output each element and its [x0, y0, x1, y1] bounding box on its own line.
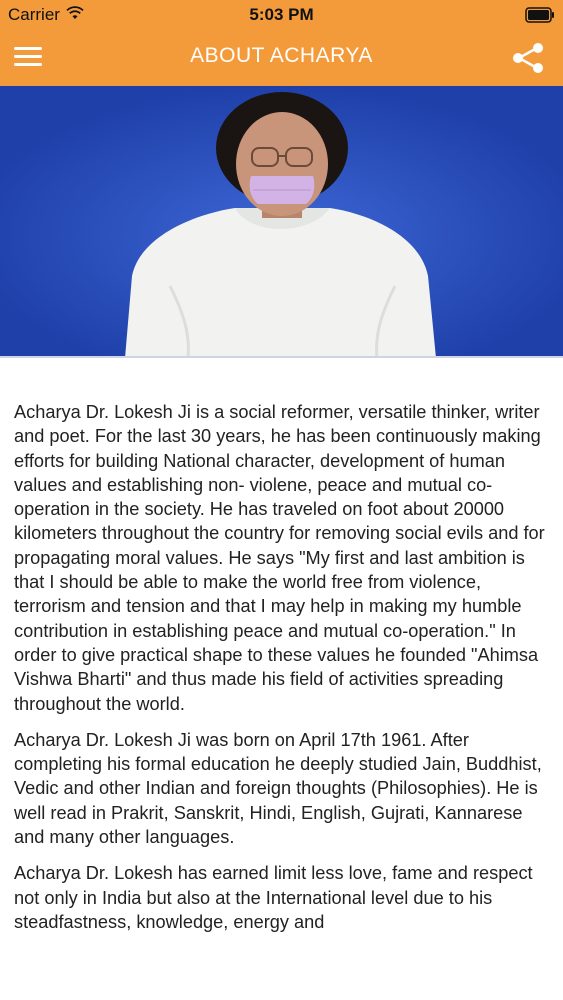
about-paragraph: Acharya Dr. Lokesh has earned limit less love, fame and respect not only in India but also at the International level due to his steadfastness, knowledge, energy and: [14, 863, 533, 932]
about-paragraph: Acharya Dr. Lokesh Ji is a social reformer, versatile thinker, writer and poet. For the last 30 years, he has been continuously making efforts for building National character, development of human values and establishing non- violene, peace and mutual co-operation in the society. He has traveled on foot about 20000 kilometers throughout the country for removing social evils and for propagating moral values. He says "My first and last ambition is that I should be able to make the world free from violence, terrorism and tension and that I may help in making my humble contribution in establishing peace and mutual co-operation." In order to give practical shape to these values he founded "Ahimsa Vishwa Bharti" and thus made his field of activities spreading throughout the world.: [14, 402, 545, 714]
battery-icon: [525, 7, 555, 28]
navigation-bar: [0, 30, 563, 86]
share-icon: [509, 40, 549, 76]
about-paragraph: Acharya Dr. Lokesh Ji was born on April 17th 1961. After completing his formal education he deeply studied Jain, Buddhist, Vedic and other Indian and foreign thoughts (Philosophies). He is well read in Prakrit, Sanskrit, Hindi, English, Gujrati, Kannarese and many other languages.: [14, 729, 542, 848]
page-title: ABOUT ACHARYA: [190, 44, 373, 67]
hero-portrait-image: [0, 86, 563, 358]
share-button[interactable]: [509, 40, 549, 76]
portrait-illustration: [0, 86, 563, 358]
status-bar: [0, 0, 563, 30]
carrier-label: Carrier: [8, 5, 60, 24]
about-content: [14, 400, 549, 946]
status-time: 5:03 PM: [249, 5, 314, 24]
